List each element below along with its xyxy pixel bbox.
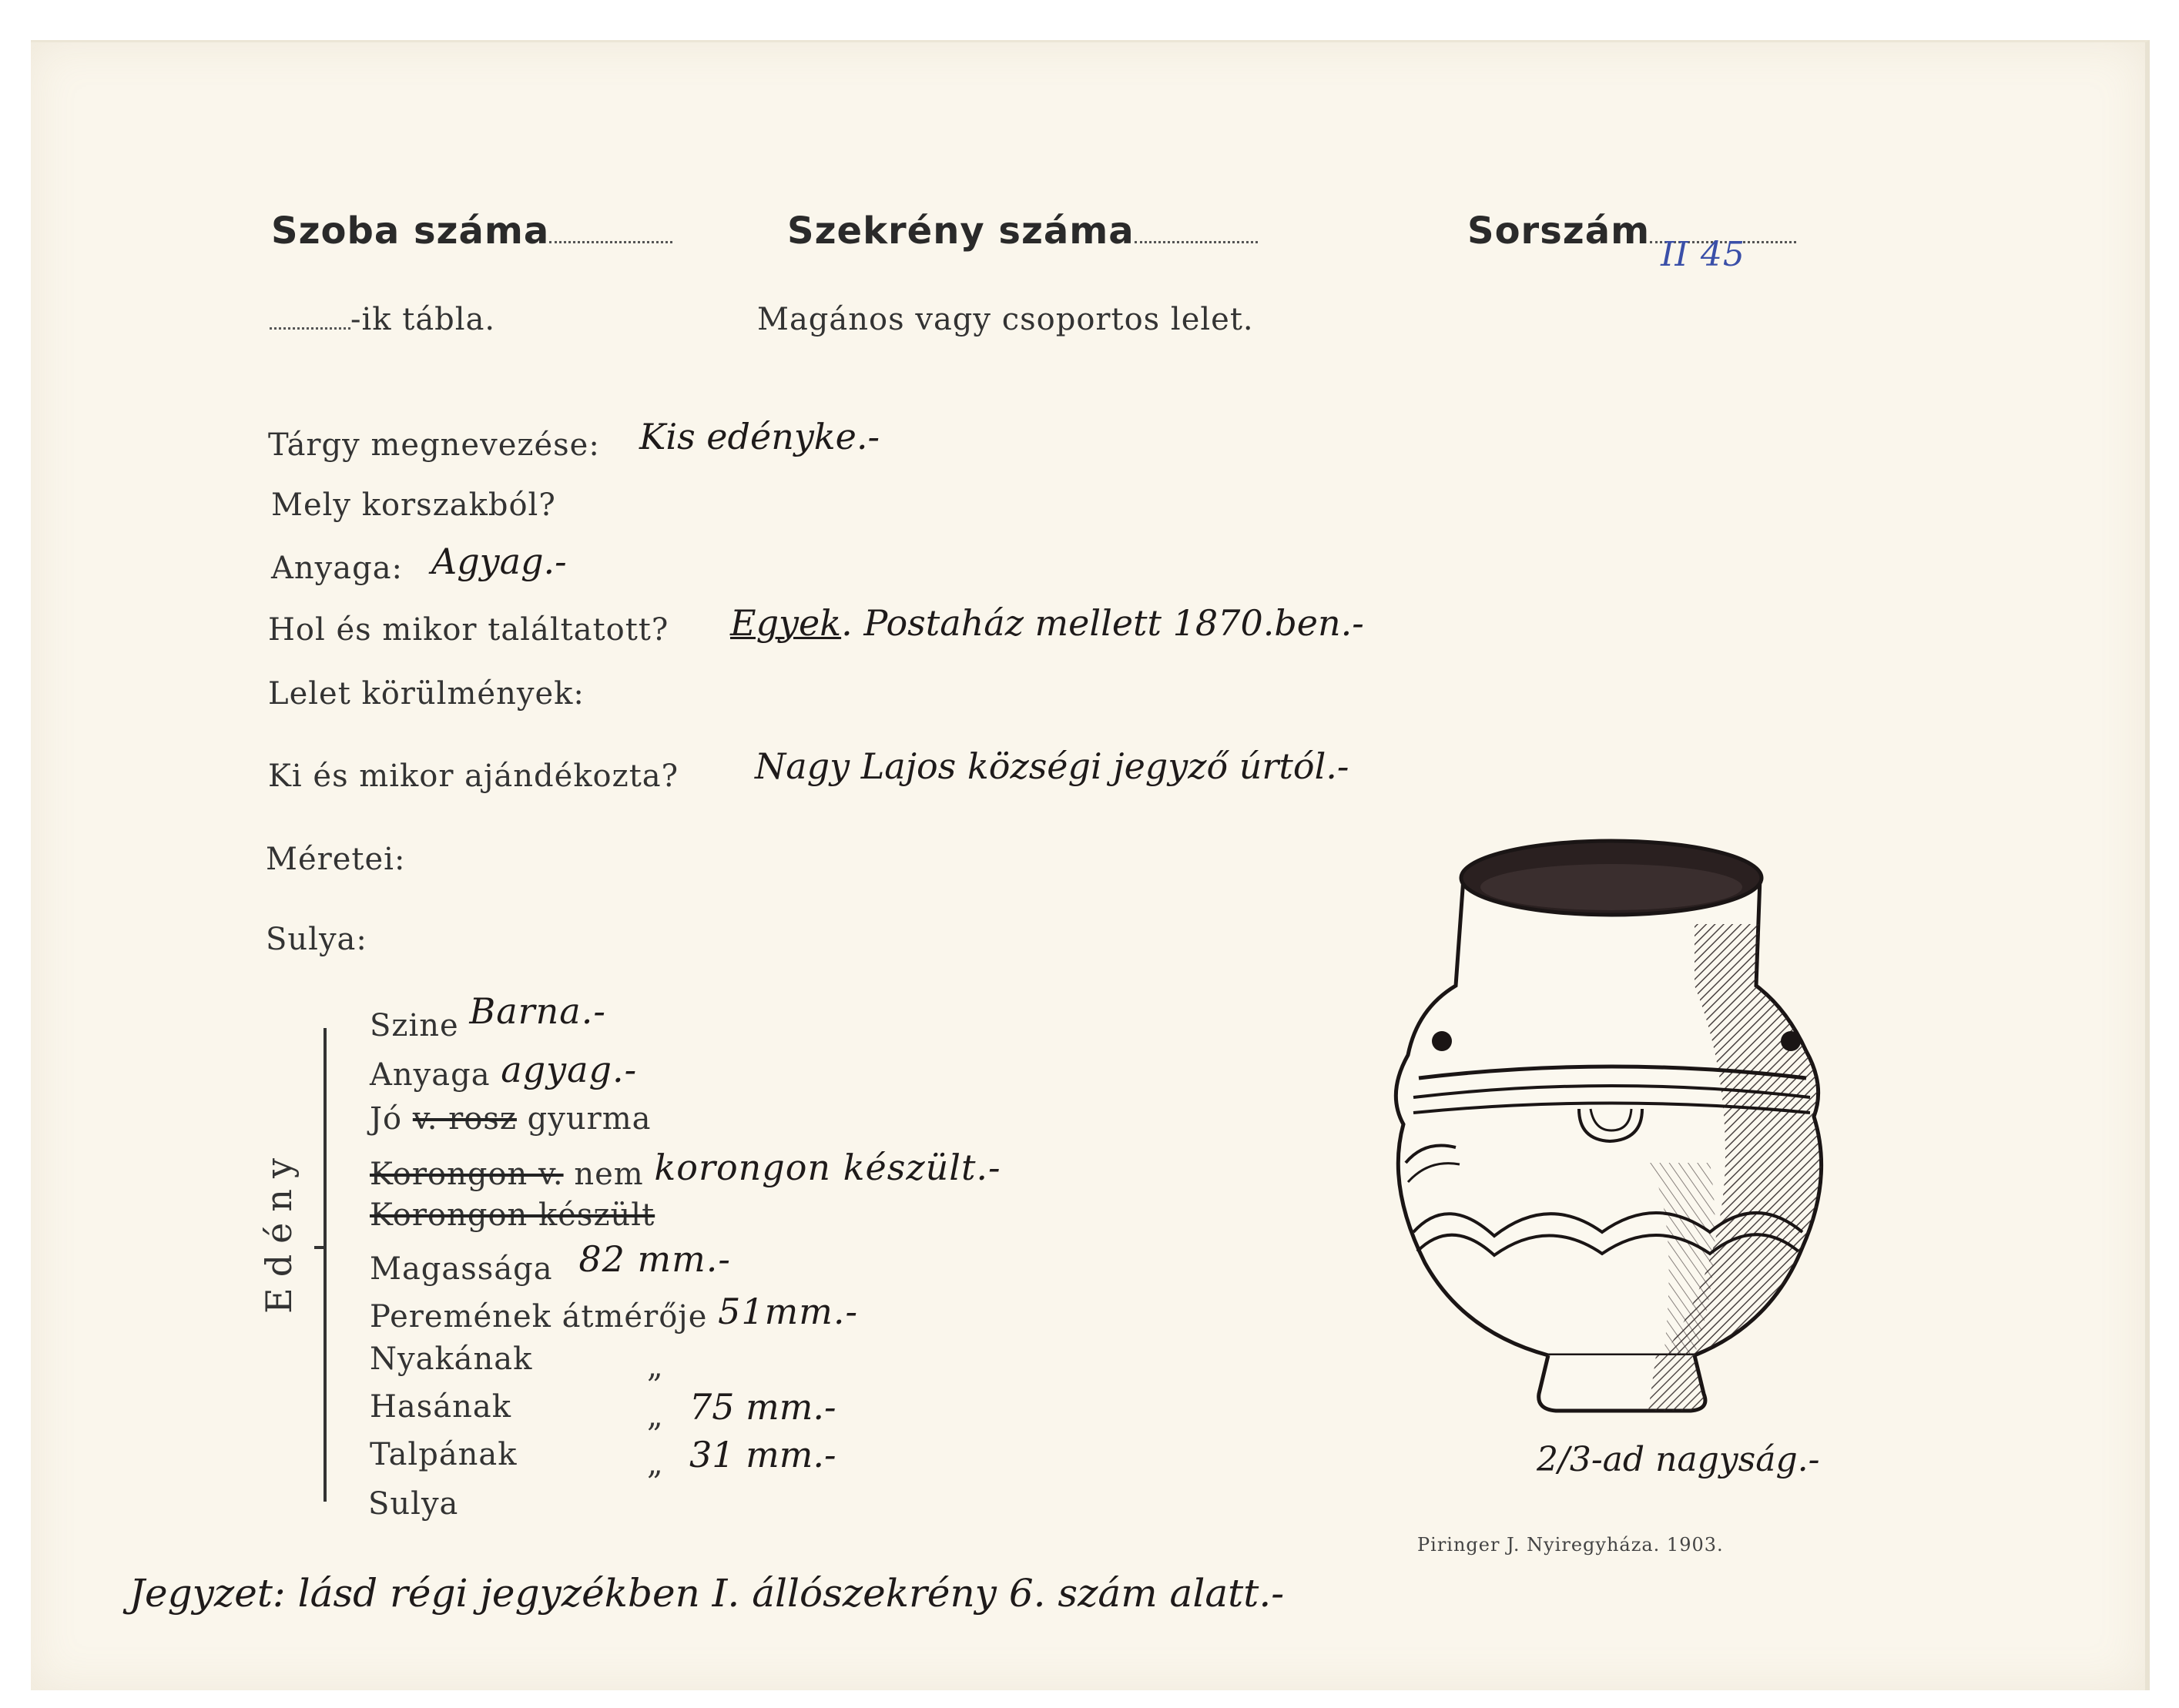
neck-ditto: „ <box>647 1349 664 1385</box>
printer-imprint: Piringer J. Nyiregyháza. 1903. <box>1417 1534 1724 1556</box>
found-label: Hol és mikor találtatott? <box>268 612 669 648</box>
material-label: Anyaga: <box>271 551 404 586</box>
serial-number-field <box>1650 235 1796 274</box>
belly-ditto: „ <box>647 1398 664 1434</box>
found-details: . Postaház mellett 1870.ben.- <box>841 602 1364 644</box>
circumstances-label: Lelet körülmények: <box>268 676 585 712</box>
wheel-struck: Korongon v. <box>370 1157 564 1192</box>
vessel-height: Magassága 82 mm.- <box>370 1238 731 1287</box>
vessel-drawing <box>1371 832 1864 1417</box>
board-number-label: -ik tábla. <box>270 302 495 337</box>
vessel-neck: Nyakának <box>370 1341 533 1377</box>
kneading-struck: v. rosz <box>412 1101 517 1137</box>
cabinet-number-field <box>1135 241 1258 243</box>
scale-note: 2/3-ad nagyság.- <box>1537 1440 1820 1479</box>
vessel-lug-left <box>1432 1031 1452 1051</box>
wheel-value: korongon készült.- <box>654 1147 1001 1188</box>
room-number-field <box>549 241 672 243</box>
serial-number-value: II 45 <box>1661 235 1745 274</box>
donor-label: Ki és mikor ajándékozta? <box>268 759 679 794</box>
foot-ditto: „ <box>647 1446 664 1482</box>
vessel-rim: Peremének átmérője 51mm.- <box>370 1291 859 1335</box>
vessel-weight: Sulya <box>368 1486 459 1522</box>
vessel-wheel-2 <box>370 1197 655 1233</box>
wheel2-struck: Korongon készült <box>370 1197 655 1233</box>
cabinet-number-label: Szekrény száma <box>787 209 1258 253</box>
vessel-lug-right <box>1781 1031 1801 1051</box>
vessel-material-value: agyag.- <box>501 1049 638 1090</box>
serial-number-label: Sorszám II 45 <box>1467 209 1796 253</box>
period-label: Mely korszakból? <box>271 487 556 523</box>
vessel-wheel: Korongon v. nem korongon készült.- <box>370 1147 1001 1192</box>
object-name-label: Tárgy megnevezése: <box>268 427 600 463</box>
vessel-color-value: Barna.- <box>469 990 606 1032</box>
donor-value: Nagy Lajos községi jegyző úrtól.- <box>755 745 1349 787</box>
dimensions-label: Méretei: <box>266 842 406 877</box>
vessel-rim-value: 51mm.- <box>718 1291 859 1332</box>
vessel-kneading: Jó v. rosz gyurma <box>370 1101 652 1137</box>
room-number-label: Szoba száma <box>271 209 672 253</box>
footnote: Jegyzet: lásd régi jegyzékben I. állószekrény 6. szám alatt.- <box>129 1571 1285 1616</box>
bracket-tip <box>314 1246 323 1249</box>
vessel-height-value: 82 mm.- <box>578 1238 731 1280</box>
vessel-belly: Hasának <box>370 1389 511 1425</box>
material-value: Agyag.- <box>431 541 567 582</box>
vessel-belly-value: 75 mm.- <box>689 1386 836 1428</box>
vessel-color: Szine Barna.- <box>370 990 606 1043</box>
board-number-field <box>270 327 350 330</box>
vessel-foot: Talpának <box>370 1437 518 1472</box>
found-place: Egyek <box>730 602 842 644</box>
vessel-group-label: Edény <box>258 1147 300 1314</box>
weight-label: Sulya: <box>266 922 367 957</box>
find-type-label: Magános vagy csoportos lelet. <box>757 302 1254 337</box>
vessel-material: Anyaga agyag.- <box>370 1049 638 1093</box>
vessel-bracket <box>323 1028 327 1502</box>
vessel-foot-value: 31 mm.- <box>689 1434 836 1475</box>
found-value <box>730 602 1364 644</box>
object-name-value: Kis edényke.- <box>639 416 880 457</box>
